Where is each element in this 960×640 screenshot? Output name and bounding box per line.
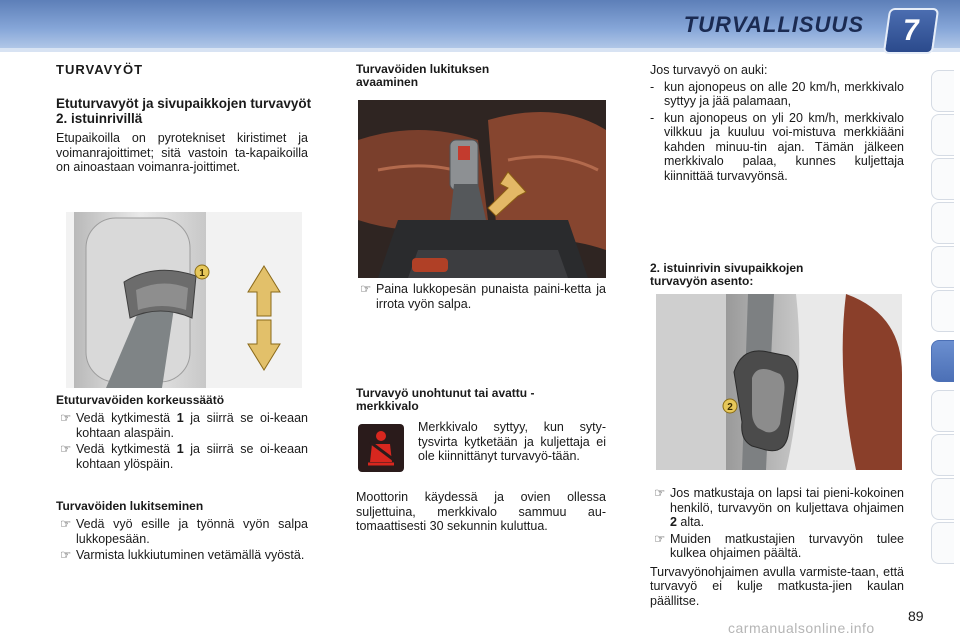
dash-marker: - — [650, 79, 655, 94]
buckle-release-photo — [358, 100, 606, 278]
warning-lamp-text: Merkkivalo syttyy, kun syty-tysvirta kytketään ja kuljettaja ei ole kiinnittänyt turvavyö-tään. — [418, 420, 606, 463]
height-bullet-1: ☞ Vedä kytkimestä 1 ja siirrä se oi-keaan kohtaan alaspäin. — [60, 411, 308, 440]
rear-bullet-2: ☞ Muiden matkustajien turvavyön tulee kulkea ohjaimen päältä. — [654, 531, 904, 560]
chapter-side-tabs — [930, 70, 960, 590]
pointing-hand-icon: ☞ — [60, 411, 72, 425]
unlock-bullet: ☞ Paina lukkopesän punaista paini-ketta ja irrota vyön salpa. — [360, 282, 606, 311]
pointing-hand-icon: ☞ — [60, 517, 72, 531]
rear-seat-belt-heading: 2. istuinrivin sivupaikkojen turvavyön asento: — [650, 261, 804, 288]
lock-bullet-1: ☞ Vedä vyö esille ja työnnä vyön salpa lukkopesään. — [60, 517, 308, 546]
intro-paragraph: Etupaikoilla on pyrotekniset kiristimet ja voimanrajoittimet; sitä vastoin ta-kapaikoilla on ainoastaan voimanra-joittimet. — [56, 131, 308, 174]
pointing-hand-icon: ☞ — [60, 548, 72, 562]
dash-marker: - — [650, 110, 655, 125]
pointing-hand-icon: ☞ — [654, 531, 666, 546]
side-tab[interactable] — [931, 114, 954, 156]
pointing-hand-icon: ☞ — [60, 442, 72, 456]
callout-1-label: 1 — [199, 268, 205, 279]
side-tab[interactable] — [931, 522, 954, 564]
lock-bullet-2: ☞ Varmista lukkiutuminen vetämällä vyöstä. — [60, 548, 305, 562]
side-tab[interactable] — [931, 390, 954, 432]
side-tab[interactable] — [931, 70, 954, 112]
unbuckled-intro: Jos turvavyö on auki: — [650, 63, 768, 77]
side-tab[interactable] — [931, 246, 954, 288]
side-tab[interactable] — [931, 478, 954, 520]
page-number: 89 — [908, 608, 924, 624]
seatbelt-warning-heading: Turvavyö unohtunut tai avattu -merkkivalo — [356, 386, 535, 413]
locking-heading: Turvavöiden lukitseminen — [56, 499, 204, 513]
section-subtitle: Etuturvavyöt ja sivupaikkojen turvavyöt 2. istuinrivillä — [56, 96, 312, 126]
seatbelt-warning-lamp-icon — [358, 424, 404, 472]
height-bullet-2: ☞ Vedä kytkimestä 1 ja siirrä se oi-keaan kohtaan ylöspäin. — [60, 442, 308, 471]
rear-bullet-1: ☞ Jos matkustaja on lapsi tai pieni-kokoinen henkilö, turvavyön on kuljettava ohjaimen 2 alta. — [654, 486, 904, 529]
engine-running-text: Moottorin käydessä ja ovien ollessa suljettuina, merkkivalo sammuu au-tomaattisesti 30 sekunnin kuluttua. — [356, 490, 606, 533]
callout-2-label: 2 — [727, 402, 733, 413]
section-title: TURVAVYÖT — [56, 62, 144, 77]
side-tab[interactable] — [931, 158, 954, 200]
speed-above-20-item: - kun ajonopeus on yli 20 km/h, merkkivalo vilkkuu ja kuuluu voi-mistuva merkkiääni kahden minuu-tin ajan. Tämän jälkeen merkkivalo palaa, kunnes kuljettaja kiinnittää turvavyönsä. — [650, 110, 904, 183]
watermark: carmanualsonline.info — [728, 620, 875, 636]
chapter-title: TURVALLISUUS — [683, 12, 864, 37]
rear-belt-guide-photo — [656, 294, 902, 470]
side-tab[interactable] — [931, 434, 954, 476]
height-adjust-heading: Etuturvavöiden korkeussäätö — [56, 393, 225, 407]
chapter-number-badge: 7 — [883, 8, 939, 54]
pointing-hand-icon: ☞ — [654, 486, 666, 500]
unlock-heading: Turvavöiden lukituksen avaaminen — [356, 62, 490, 89]
pointing-hand-icon: ☞ — [360, 282, 372, 296]
side-tab[interactable] — [931, 290, 954, 332]
side-tab-active[interactable] — [931, 340, 954, 382]
height-adjuster-photo — [66, 212, 302, 388]
speed-below-20-item: - kun ajonopeus on alle 20 km/h, merkkivalo syttyy ja jää palamaan, — [650, 79, 904, 108]
belt-guide-text: Turvavyönohjaimen avulla varmiste-taan, että turvavyö ei kulje matkusta-jien kaulan päällitse. — [650, 564, 904, 608]
side-tab[interactable] — [931, 202, 954, 244]
